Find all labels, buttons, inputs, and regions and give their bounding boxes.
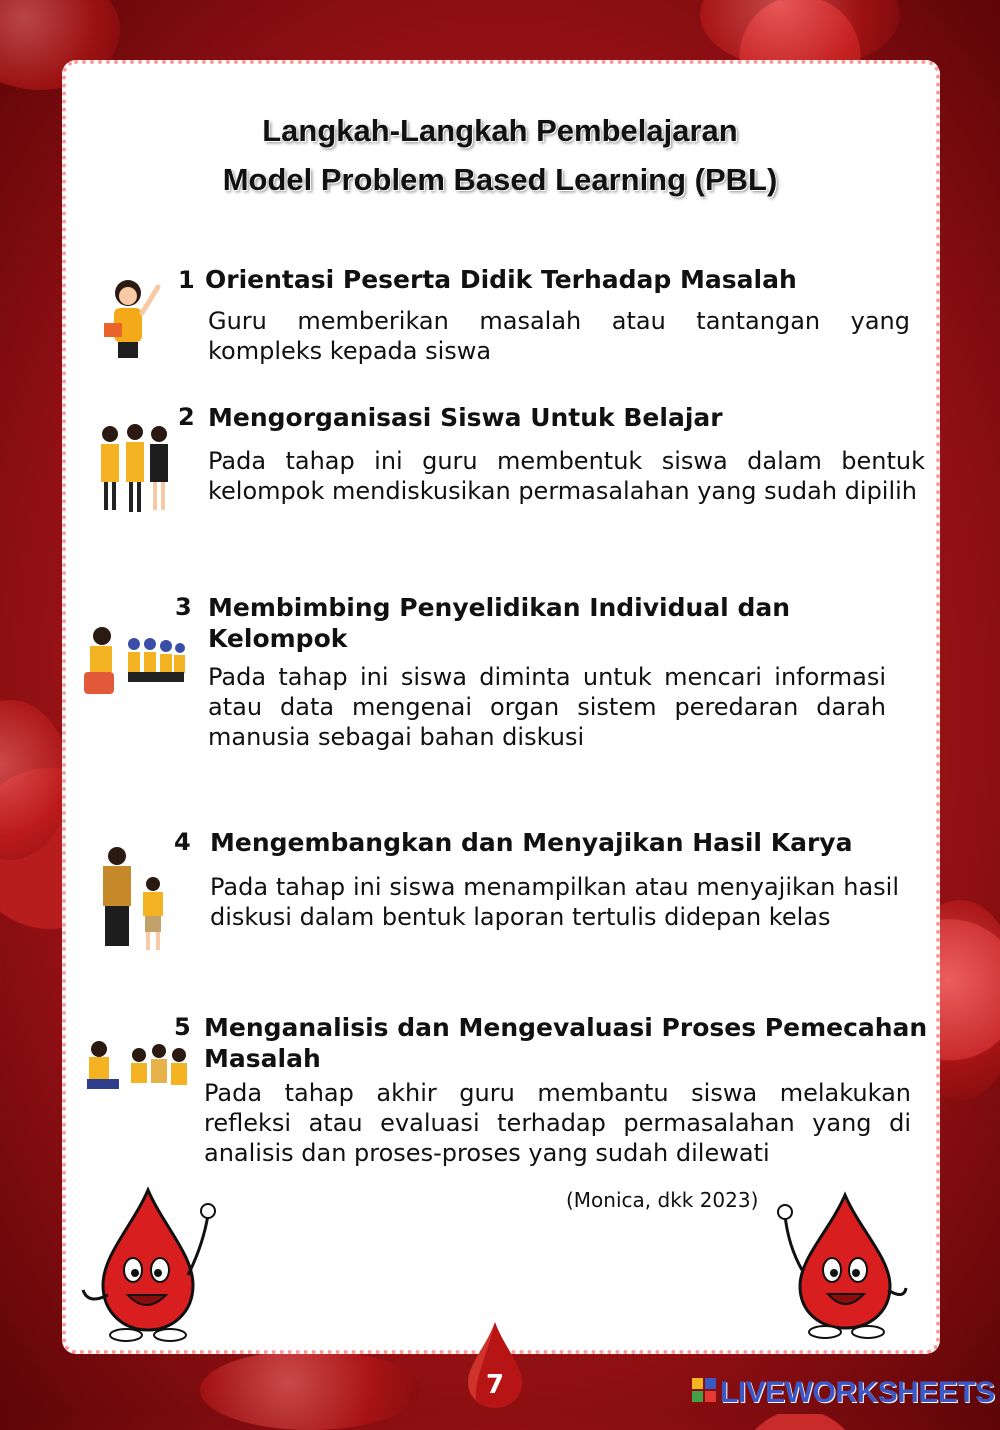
blood-drop-mascot-right-icon <box>770 1190 910 1340</box>
step-2-number: 2 <box>178 403 195 431</box>
step-3-body: Pada tahap ini siswa diminta untuk mencari informasi atau data mengenai organ sistem peredaran darah manusia sebagai bahan diskusi <box>208 663 886 751</box>
step-3-heading: Membimbing Penyelidikan Individual dan Kelompok <box>208 593 791 653</box>
student-group-icon <box>95 420 180 520</box>
step-4-heading: Mengembangkan dan Menyajikan Hasil Karya <box>210 828 853 857</box>
discussion-circle-icon <box>85 1035 190 1100</box>
page-title-line2: Model Problem Based Learning (PBL) <box>222 162 778 197</box>
step-1-number: 1 <box>178 266 195 294</box>
step-5-heading: Menganalisis dan Mengevaluasi Proses Pemecahan Masalah <box>204 1013 928 1073</box>
reference-citation: (Monica, dkk 2023) <box>566 1188 759 1212</box>
step-5-body: Pada tahap akhir guru membantu siswa melakukan refleksi atau evaluasi terhadap permasalahan yang di analisis dan proses-proses yang sudah dilewati <box>204 1079 911 1167</box>
step-1-body: Guru memberikan masalah atau tantangan yang kompleks kepada siswa <box>208 307 910 365</box>
presentation-icon <box>95 842 175 957</box>
blood-drop-mascot-left-icon <box>78 1185 218 1345</box>
step-2-heading: Mengorganisasi Siswa Untuk Belajar <box>208 403 723 432</box>
step-3-number: 3 <box>175 593 192 621</box>
step-5-number: 5 <box>174 1013 191 1041</box>
liveworksheets-logo-icon <box>692 1378 716 1402</box>
teacher-with-students-icon <box>82 622 187 702</box>
teacher-pointing-icon <box>98 275 173 360</box>
brand-watermark[interactable]: LIVEWORKSHEETS <box>720 1376 995 1409</box>
step-2-body: Pada tahap ini guru membentuk siswa dalam bentuk kelompok mendiskusikan permasalahan yang sudah dipilih <box>208 447 925 505</box>
page-number: 7 <box>485 1370 505 1400</box>
step-4-number: 4 <box>174 828 191 856</box>
step-4-body: Pada tahap ini siswa menampilkan atau menyajikan hasil diskusi dalam bentuk laporan tertulis didepan kelas <box>210 873 899 931</box>
blood-cell-decoration <box>200 1350 420 1430</box>
step-1-heading: Orientasi Peserta Didik Terhadap Masalah <box>205 265 797 294</box>
page-title-line1: Langkah-Langkah Pembelajaran <box>262 113 738 148</box>
blood-cell-decoration <box>0 700 70 860</box>
